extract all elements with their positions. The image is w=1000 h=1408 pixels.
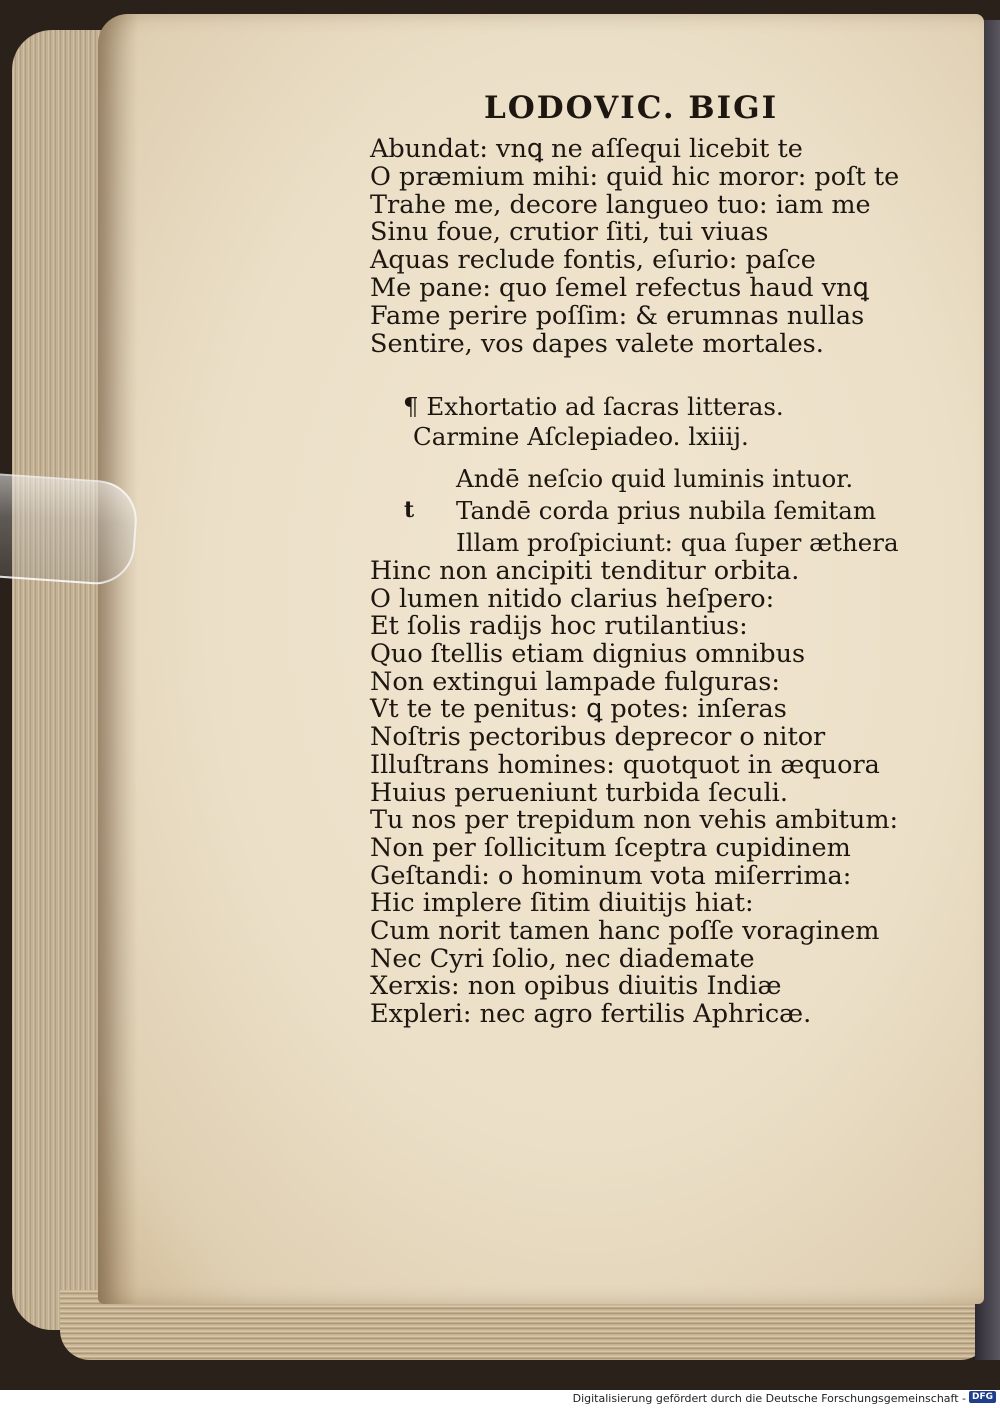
poem-line: Tandē corda prius nubila ſemitam [456, 496, 877, 525]
running-head: LODOVIC. BIGI [484, 90, 779, 126]
verse-line: Fame perire poſſim: & erumnas nullas [370, 300, 865, 331]
poem-line: Quo ſtellis etiam dignius omnibus [370, 639, 806, 670]
verse-block [370, 136, 899, 358]
funding-credit: Digitalisierung gefördert durch die Deutsche Forschungsgemeinschaft - [572, 1392, 966, 1405]
poem-line: Vt te te penitus: ꝗ potes: inſeras [370, 694, 787, 725]
heading-line: ¶ Exhortatio ad ſacras litteras. [403, 392, 784, 421]
poem-line: Nec Cyri ſolio, nec diademate [370, 943, 755, 974]
poem-line: O lumen nitido clarius heſpero: [370, 583, 775, 614]
poem-line: Geſtandi: o hominum vota miſerrima: [370, 860, 852, 891]
poem-opening [456, 463, 899, 559]
verse-line: Sinu foue, crutior ſiti, tui viuas [370, 217, 769, 248]
poem-line: Xerxis: non opibus diuitis Indiæ [370, 971, 782, 1002]
poem-line: Non per ſollicitum ſceptra cupidinem [370, 832, 851, 863]
verse-line: O præmium mihi: quid hic moror: poſt te [370, 161, 900, 192]
heading-line: Carmine Aſclepiadeo. lxiiij. [413, 422, 749, 451]
poem-line: Huius perueniunt turbida ſeculi. [370, 777, 788, 808]
poem-line: Noſtris pectoribus deprecor o nitor [370, 722, 826, 753]
poem-line: Hinc non ancipiti tenditur orbita. [370, 556, 800, 586]
dfg-logo: DFG [969, 1391, 996, 1403]
poem-line: Illam proſpiciunt: qua ſuper æthera [456, 528, 899, 557]
poem-line: Andē neſcio quid luminis intuor. [456, 464, 854, 493]
verse-line: Sentire, vos dapes valete mortales. [370, 328, 824, 359]
margin-guide-letter: t [404, 497, 415, 523]
verse-line: Aquas reclude fontis, eſurio: paſce [370, 245, 816, 276]
poem-line: Cum norit tamen hanc poſſe voraginem [370, 915, 880, 946]
poem-line: Et ſolis radijs hoc rutilantius: [370, 611, 748, 642]
poem-line: Illuſtrans homines: quotquot in æquora [370, 749, 880, 780]
verse-line: Abundat: vnꝗ ne aſſequi licebit te [370, 134, 803, 164]
verse-line: Me pane: quo ſemel refectus haud vnꝗ [370, 272, 869, 303]
poem-line: Non extingui lampade fulguras: [370, 666, 780, 697]
section-heading [403, 392, 784, 452]
poem-line: Tu nos per trepidum non vehis ambitum: [370, 805, 899, 836]
verse-line: Trahe me, decore langueo tuo: iam me [370, 189, 871, 220]
poem-line: Expleri: nec agro fertilis Aphricæ. [370, 999, 812, 1029]
gutter-shadow [98, 14, 138, 1304]
footer-bar [0, 1390, 1000, 1408]
poem-line: Hic implere ſitim diuitijs hiat: [370, 888, 754, 919]
page-clip [0, 473, 139, 587]
poem-body [370, 558, 898, 1029]
